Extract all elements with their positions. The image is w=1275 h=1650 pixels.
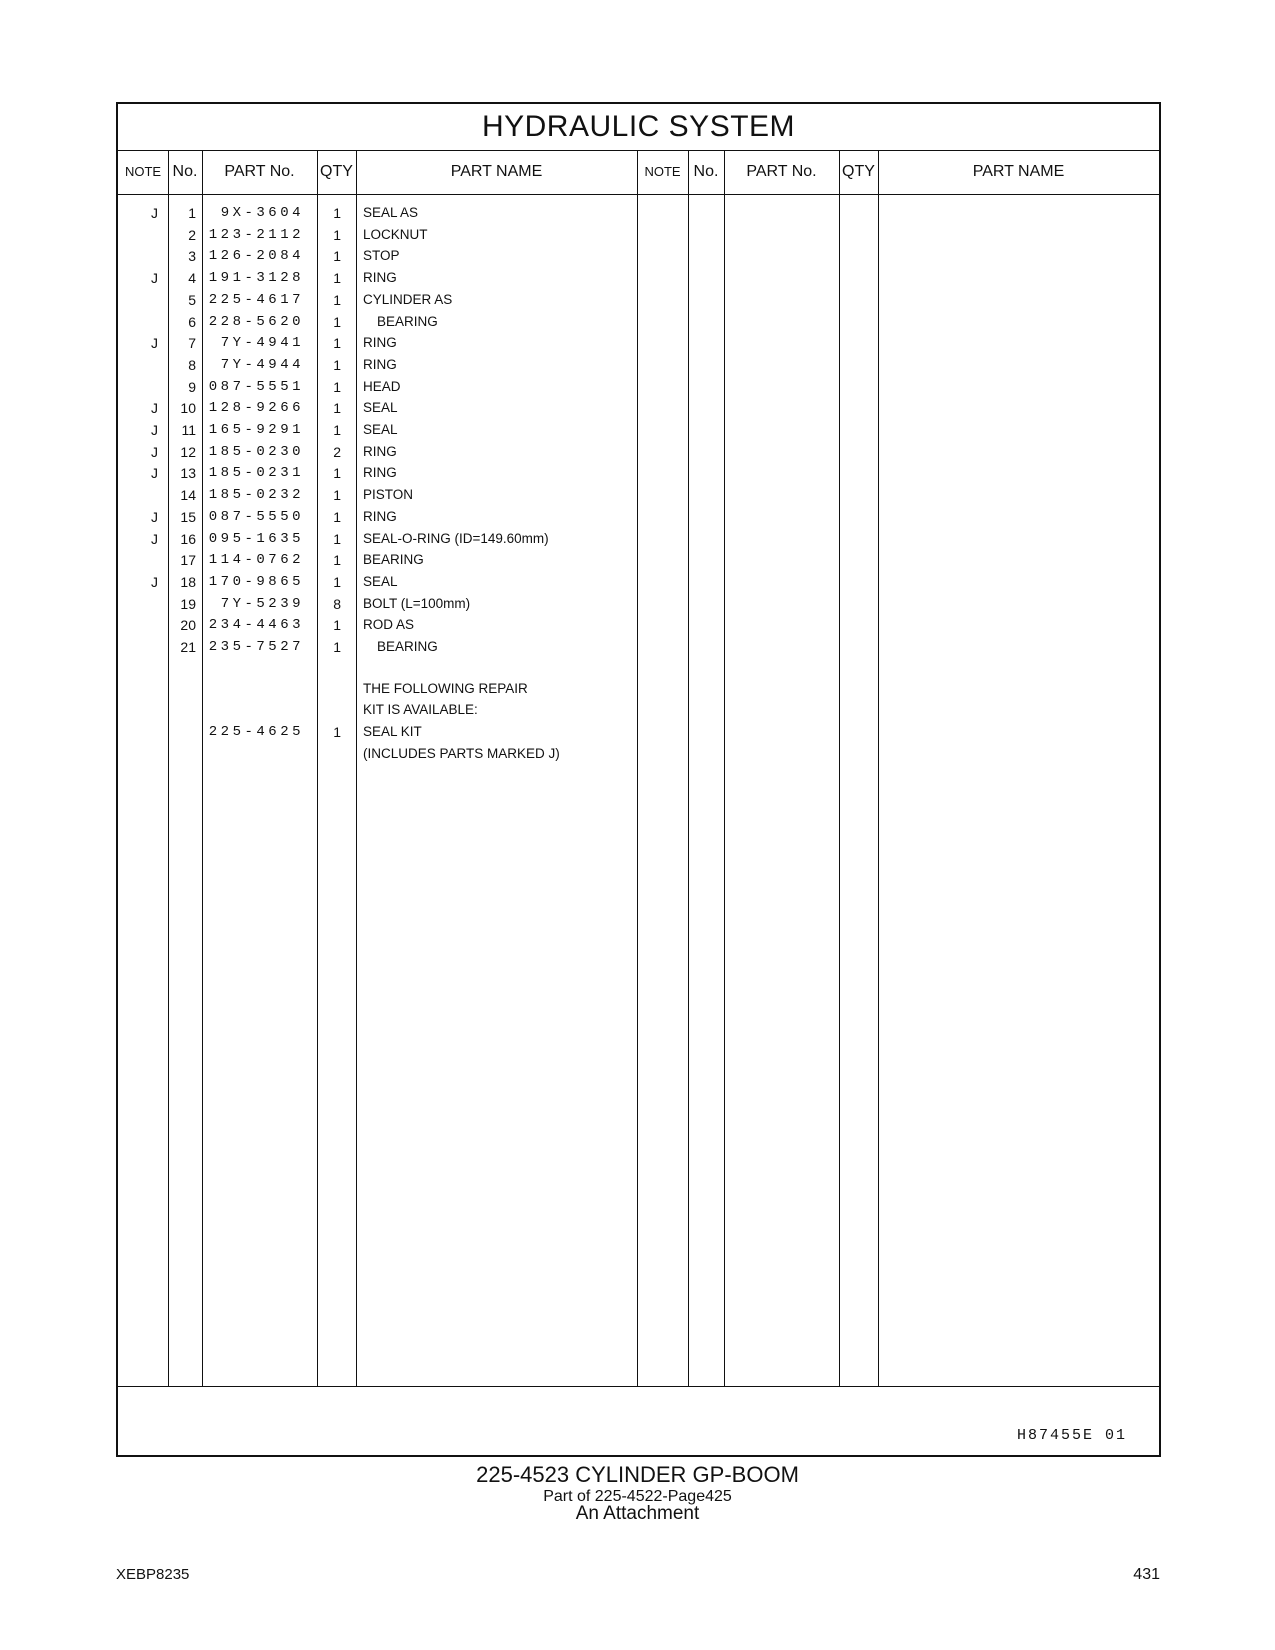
row-number: 21 [180, 639, 196, 655]
row-part-number: 7Y-4941 [220, 335, 304, 352]
row-quantity: 1 [333, 313, 341, 330]
row-part-name: BOLT (L=100mm) [363, 595, 471, 611]
row-part-name: SEAL [363, 573, 398, 589]
row-quantity: 1 [333, 335, 341, 352]
row-quantity: 1 [333, 226, 341, 243]
header-note: NOTE [124, 164, 162, 179]
repair-note-text: KIT IS AVAILABLE: [363, 702, 478, 718]
document-id: XEBP8235 [116, 1566, 190, 1583]
row-quantity: 1 [333, 422, 341, 438]
row-part-number: 234-4463 [208, 617, 304, 634]
row-note: J [151, 422, 158, 438]
row-part-number: 095-1635 [208, 530, 304, 547]
column-divider [839, 150, 840, 1386]
row-note: J [151, 465, 158, 482]
row-part-name: LOCKNUT [363, 226, 428, 242]
row-number: 6 [188, 313, 196, 330]
row-number: 5 [188, 291, 196, 308]
row-part-number: 126-2084 [208, 248, 304, 265]
row-quantity: 1 [333, 400, 341, 417]
header-qty-right: QTY [842, 163, 875, 180]
column-divider [356, 150, 357, 1386]
row-part-name: RING [363, 356, 397, 372]
row-part-number: 185-0231 [208, 465, 304, 482]
row-part-name: STOP [363, 248, 400, 264]
row-number: 15 [180, 508, 196, 525]
row-quantity: 1 [333, 248, 341, 265]
illustration-code: H87455E 01 [1016, 1427, 1127, 1444]
row-quantity: 1 [333, 639, 341, 655]
row-number: 20 [180, 617, 196, 634]
row-quantity: 1 [333, 356, 341, 373]
row-number: 13 [180, 465, 196, 482]
row-part-name: ROD AS [363, 617, 415, 633]
row-part-name: RING [363, 335, 397, 351]
row-number: 18 [180, 573, 196, 590]
repair-kit-name: SEAL KIT [363, 724, 422, 740]
row-part-name: BEARING [377, 639, 438, 654]
row-part-name: RING [363, 270, 397, 286]
column-divider [724, 150, 725, 1386]
row-number: 14 [180, 487, 196, 504]
row-part-name: PISTON [363, 487, 414, 503]
parts-table-frame [116, 102, 1161, 1457]
repair-note-text: THE FOLLOWING REPAIR [363, 680, 528, 696]
row-number: 3 [188, 248, 196, 265]
row-part-number: 228-5620 [208, 313, 304, 330]
row-part-name: RING [363, 508, 397, 524]
row-quantity: 1 [333, 508, 341, 525]
table-header [118, 150, 1159, 195]
header-part-name-right: PART NAME [972, 163, 1065, 180]
row-quantity: 1 [333, 270, 341, 287]
column-divider [637, 150, 638, 1386]
row-quantity: 8 [333, 595, 341, 612]
row-part-number: 128-9266 [208, 400, 304, 417]
header-part-no: PART No. [224, 163, 295, 180]
row-number: 7 [188, 335, 196, 352]
column-divider [688, 150, 689, 1386]
row-part-number: 165-9291 [208, 422, 304, 438]
header-no-right: No. [693, 163, 719, 180]
row-quantity: 1 [333, 617, 341, 634]
row-part-number: 7Y-4944 [220, 356, 304, 373]
row-part-number: 185-0230 [208, 443, 304, 460]
row-part-name: SEAL [363, 422, 398, 437]
page-number: 431 [1133, 1566, 1160, 1583]
row-part-number: 225-4617 [208, 291, 304, 308]
repair-kit-includes-text: (INCLUDES PARTS MARKED J) [363, 745, 560, 761]
row-part-number: 9X-3604 [220, 205, 304, 221]
group-parent: Part of 225-4522-Page425 [543, 1488, 732, 1505]
row-note: J [151, 400, 158, 417]
header-part-name: PART NAME [450, 163, 543, 180]
row-part-number: 170-9865 [208, 573, 304, 590]
row-number: 2 [188, 226, 196, 243]
row-part-number: 123-2112 [208, 226, 304, 243]
row-number: 9 [188, 378, 196, 395]
row-part-name: SEAL [363, 400, 398, 416]
row-part-name: SEAL AS [363, 205, 419, 220]
row-quantity: 1 [333, 487, 341, 504]
row-note: J [151, 270, 158, 287]
group-title: 225-4523 CYLINDER GP-BOOM [476, 1462, 799, 1487]
row-number: 19 [180, 595, 196, 612]
row-quantity: 1 [333, 291, 341, 308]
row-note: J [151, 530, 158, 547]
header-no: No. [172, 163, 198, 180]
row-part-name: RING [363, 465, 397, 481]
row-quantity: 2 [333, 443, 341, 460]
row-quantity: 1 [333, 465, 341, 482]
row-part-name: RING [363, 443, 397, 459]
row-number: 1 [188, 205, 196, 221]
row-note: J [151, 443, 158, 460]
row-number: 11 [181, 422, 196, 438]
row-part-number: 087-5551 [208, 378, 304, 395]
row-part-number: 235-7527 [208, 639, 304, 655]
header-qty: QTY [320, 163, 353, 180]
row-quantity: 1 [333, 552, 341, 569]
row-part-name: SEAL-O-RING (ID=149.60mm) [363, 530, 549, 546]
row-part-number: 185-0232 [208, 487, 304, 504]
repair-kit-quantity: 1 [333, 724, 341, 741]
repair-kit-part-number: 225-4625 [208, 724, 304, 741]
row-number: 12 [180, 443, 196, 460]
row-number: 8 [188, 356, 196, 373]
row-note: J [151, 335, 158, 352]
row-number: 16 [180, 530, 196, 547]
row-number: 17 [180, 552, 196, 569]
table-bottom-divider [118, 1386, 1159, 1387]
column-divider [878, 150, 879, 1386]
row-note: J [151, 205, 158, 221]
header-part-no-right: PART No. [746, 163, 817, 180]
row-quantity: 1 [333, 573, 341, 590]
row-number: 4 [188, 270, 196, 287]
row-note: J [151, 573, 158, 590]
page-title: HYDRAULIC SYSTEM [118, 104, 1159, 151]
row-number: 10 [180, 400, 196, 417]
row-part-name: HEAD [363, 378, 401, 394]
row-quantity: 1 [333, 530, 341, 547]
row-note: J [151, 508, 158, 525]
row-part-number: 191-3128 [208, 270, 304, 287]
row-part-number: 087-5550 [208, 508, 304, 525]
row-part-name: BEARING [377, 313, 438, 329]
row-part-name: BEARING [363, 552, 424, 568]
column-divider [202, 150, 203, 1386]
header-note-right: NOTE [644, 164, 681, 179]
row-part-number: 7Y-5239 [220, 595, 304, 612]
row-quantity: 1 [333, 205, 341, 221]
row-part-number: 114-0762 [208, 552, 304, 569]
group-type: An Attachment [575, 1503, 700, 1524]
row-part-name: CYLINDER AS [363, 291, 453, 307]
row-quantity: 1 [333, 378, 341, 395]
